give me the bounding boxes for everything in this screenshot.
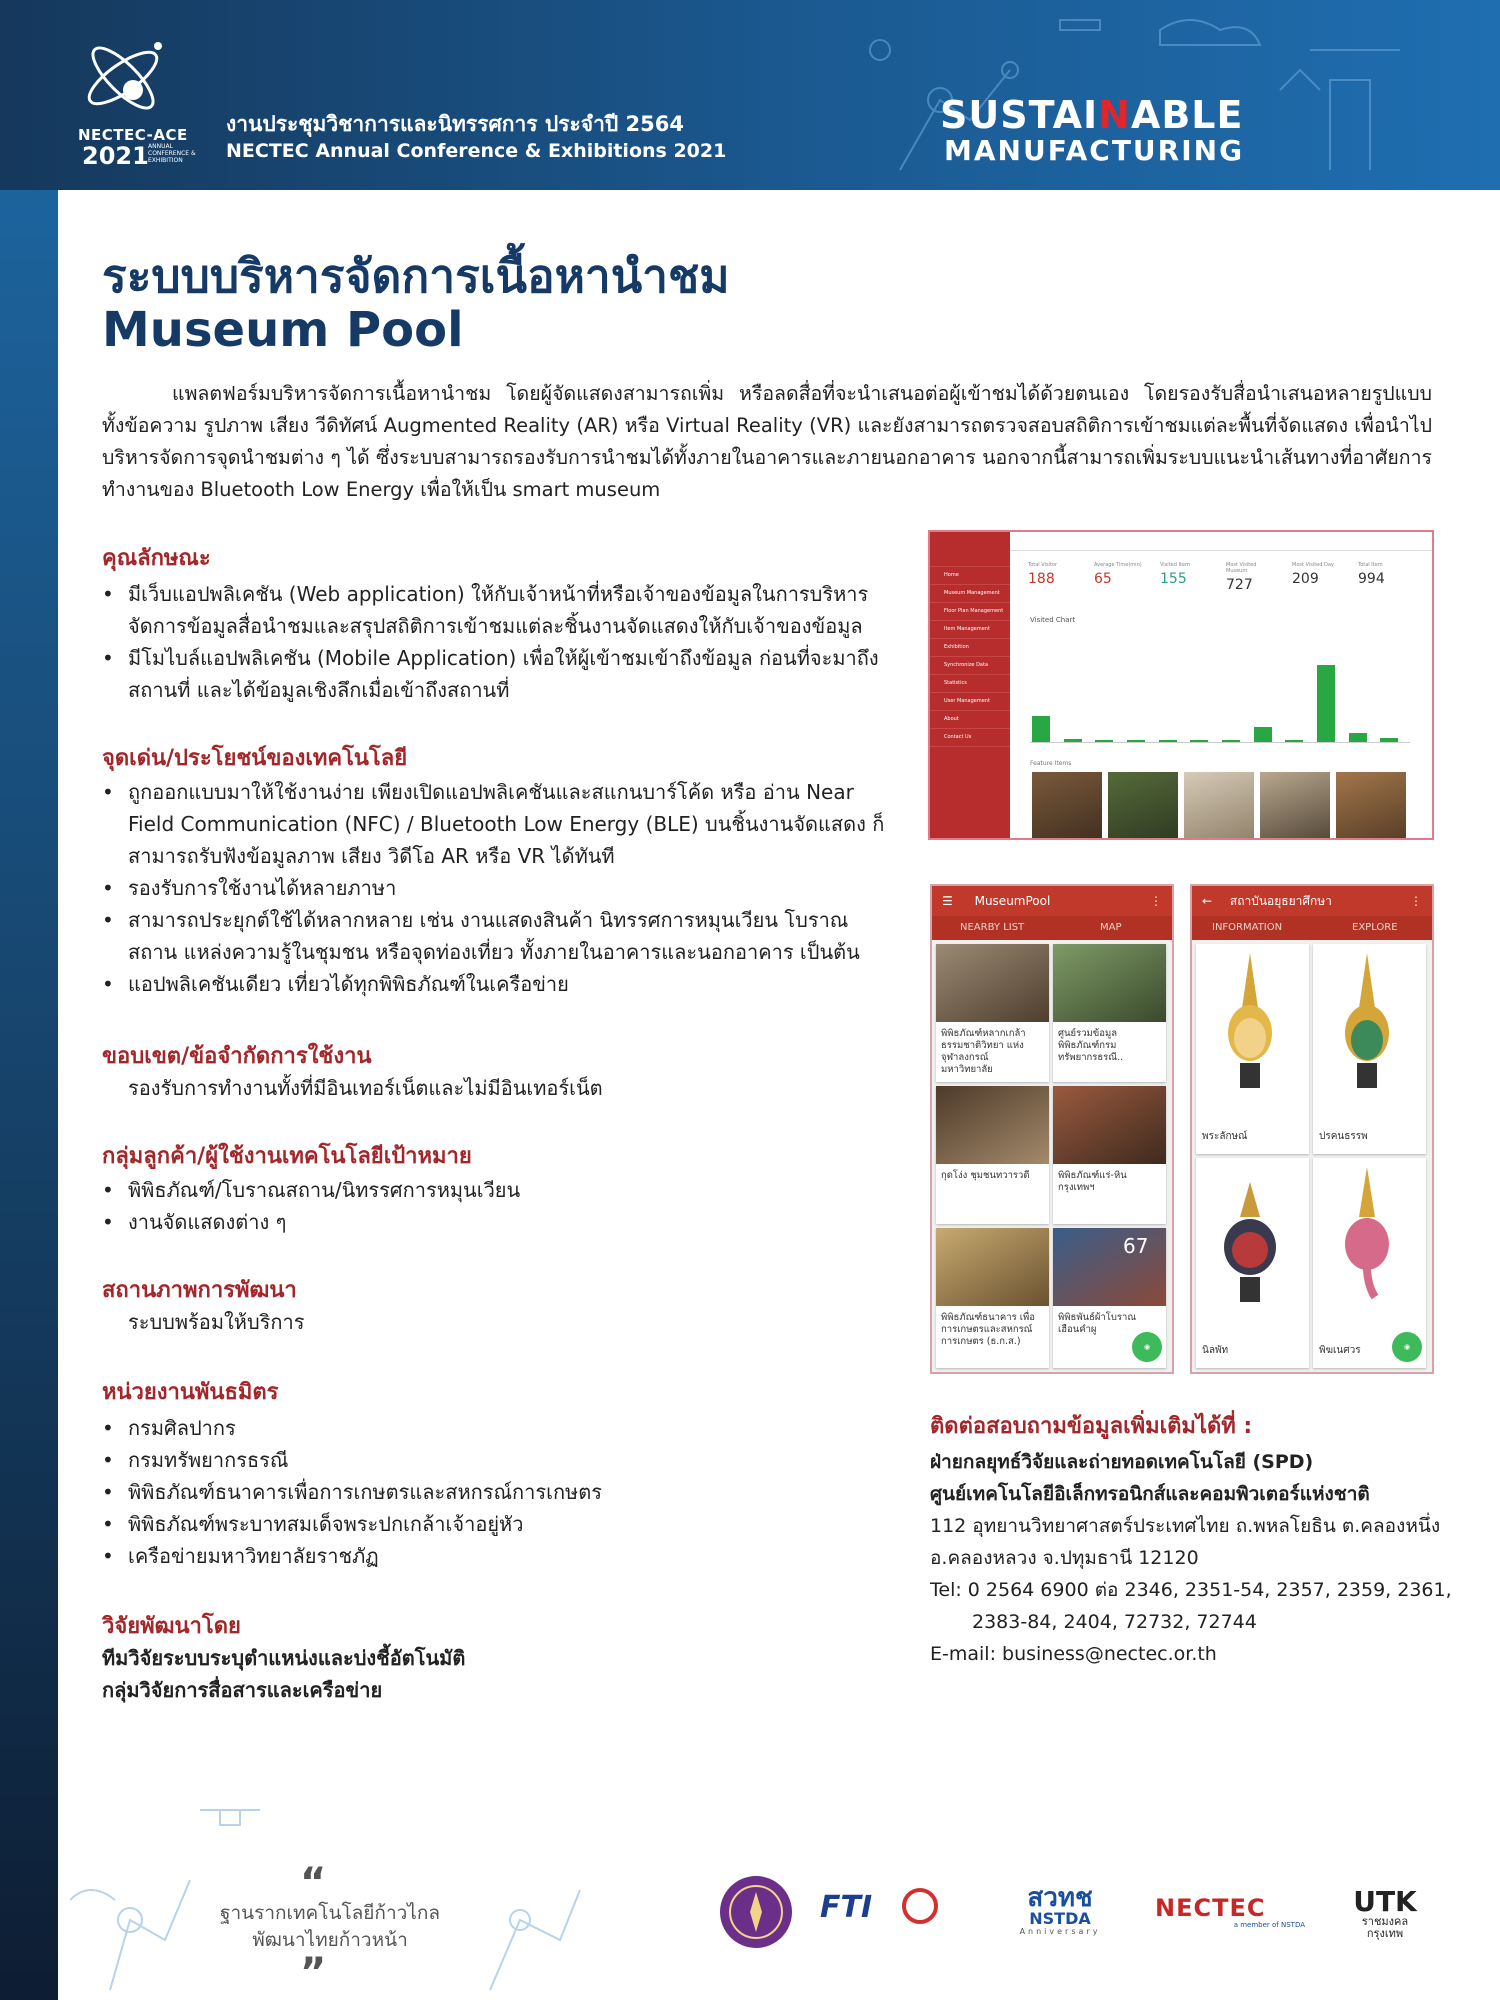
chart-bar (1285, 740, 1303, 742)
list-item: • พิพิธภัณฑ์พระบาทสมเด็จพระปกเกล้าเจ้าอยู่หัว (102, 1508, 802, 1540)
list-item: • พิพิธภัณฑ์ธนาคารเพื่อการเกษตรและสหกรณ์การเกษตร (102, 1476, 802, 1508)
contact-address-1: 112 อุทยานวิทยาศาสตร์ประเทศไทย ถ.พหลโยธิน ต.คลองหนึ่ง (930, 1515, 1441, 1537)
sidebar-item[interactable]: Museum Management (930, 585, 1010, 603)
item-label: ปรคนธรรพ (1319, 1131, 1368, 1142)
research-heading: วิจัยพัฒนาโดย (102, 1614, 241, 1639)
museum-card[interactable]: 67 พิพิธพันธ์ผ้าโบราณเฮือนคำผู (1053, 1228, 1166, 1368)
slogan-line-2: พัฒนาไทยก้าวหน้า (252, 1929, 408, 1951)
item-label: นิลพัท (1202, 1345, 1229, 1356)
mask-ganesha-image (1317, 1162, 1417, 1312)
dashboard-sidebar (930, 532, 1010, 838)
ministry-seal-logo (716, 1872, 796, 1952)
stat-card: Most Visited Day 209 (1292, 562, 1334, 587)
contact-heading: ติดต่อสอบถามข้อมูลเพิ่มเติมได้ที่ : (930, 1414, 1253, 1439)
card-badge: 67 (1123, 1234, 1149, 1258)
benefits-heading: จุดเด่น/ประโยชน์ของเทคโนโลยี (102, 746, 408, 771)
contact-phone-ext: 2383-84, 2404, 72732, 72744 (972, 1611, 1257, 1633)
stat-card: Total Visitor 188 (1028, 562, 1058, 587)
tab-explore[interactable]: EXPLORE (1352, 922, 1398, 933)
chart-bar (1222, 740, 1240, 742)
footer-slogan (205, 1900, 455, 1954)
scan-fab-icon[interactable]: ◉ (1132, 1332, 1162, 1362)
status-text: ระบบพร้อมให้บริการ (128, 1310, 305, 1334)
list-item: • รองรับการใช้งานได้หลายภาษา (102, 872, 892, 904)
web-dashboard-screenshot (928, 530, 1434, 840)
tab-nearby-list[interactable]: NEARBY LIST (960, 922, 1025, 933)
chart-bar (1064, 739, 1082, 742)
theme-subtitle: MANUFACTURING (944, 134, 1245, 167)
open-quote-icon: “ (300, 1860, 327, 1906)
chart-bar (1190, 740, 1208, 742)
page-title-thai: ระบบบริหารจัดการเนื้อหานำชม (102, 249, 730, 303)
feature-thumbnail (1184, 772, 1254, 840)
list-item: • แอปพลิเคชันเดียว เที่ยวได้ทุกพิพิธภัณฑ์ในเครือข่าย (102, 968, 892, 1000)
item-card[interactable] (1196, 944, 1309, 1154)
app-bar (932, 886, 1172, 916)
visited-chart (1030, 630, 1410, 743)
partners-list (102, 1412, 802, 1572)
museum-card[interactable]: พิพิธภัณฑ์หลากเกล้า ธรรมชาติวิทยา แห่งจุฬาลงกรณ์มหาวิทยาลัย (936, 944, 1049, 1082)
chart-title: Visited Chart (1030, 616, 1076, 624)
target-list (102, 1174, 802, 1238)
stat-card: Most Visited Museum 727 (1226, 562, 1257, 593)
theme-part-a: SUSTAI (940, 93, 1099, 137)
status-heading: สถานภาพการพัฒนา (102, 1278, 297, 1303)
atom-logo-icon (78, 28, 168, 123)
mask-golden-image (1200, 948, 1300, 1098)
museum-card[interactable]: กุดโง่ง ชุมชนทวารวดี (936, 1086, 1049, 1224)
footer-factory-illustration (70, 1790, 630, 2000)
sidebar-item[interactable]: User Management (930, 693, 1010, 711)
utk-logo: UTK ราชมงคล กรุงเทพ (1353, 1885, 1417, 1940)
tab-map[interactable]: MAP (1100, 922, 1122, 933)
chart-bar (1349, 733, 1367, 742)
logo-year: 2021 (82, 142, 149, 170)
sidebar-item[interactable]: Floor Plan Management (930, 603, 1010, 621)
app-title: สถาบันอยุธยาศึกษา (1229, 894, 1332, 908)
contact-phone: Tel: 0 2564 6900 ต่อ 2346, 2351-54, 2357, 2359, 2361, (930, 1579, 1452, 1601)
chart-bar (1159, 740, 1177, 742)
list-item: • สามารถประยุกต์ใช้ได้หลากหลาย เช่น งานแสดงสินค้า นิทรรศการหมุนเวียน โบราณสถาน แหล่งความรู้ในชุมชน หรือจุดท่องเที่ยว ทั้งภายในอาคารและนอกอาคาร เป็นต้น (102, 904, 892, 968)
item-card[interactable] (1196, 1158, 1309, 1368)
nstda-logo: สวทช NSTDA Anniversary (1019, 1883, 1101, 1936)
back-arrow-icon[interactable]: ← (1202, 894, 1213, 908)
sidebar-item[interactable]: Statistics (930, 675, 1010, 693)
museum-card[interactable]: ศูนย์รวมข้อมูลพิพิธภัณฑ์กรมทรัพยากรธรณี.. (1053, 944, 1166, 1082)
mobile-app-nearby-screenshot (930, 884, 1174, 1374)
theme-part-c: ABLE (1130, 93, 1244, 137)
scan-fab-icon[interactable]: ◉ (1392, 1332, 1422, 1362)
chart-bar (1032, 716, 1050, 742)
theme-part-b: N (1098, 93, 1131, 137)
item-label: พิฆเนศวร (1319, 1345, 1361, 1356)
theme-title (940, 93, 1244, 137)
chart-bar (1317, 665, 1335, 742)
sidebar-item[interactable]: Exhibition (930, 639, 1010, 657)
chart-bar (1095, 740, 1113, 742)
sidebar-item[interactable]: Contact Us (930, 729, 1010, 747)
list-item: • เครือข่ายมหาวิทยาลัยราชภัฏ (102, 1540, 802, 1572)
nectec-ace-logo (78, 28, 198, 168)
more-icon[interactable]: ⋮ (1410, 894, 1422, 908)
conference-title-thai: งานประชุมวิชาการและนิทรรศการ ประจำปี 2564 (226, 112, 684, 136)
nectec-logo: NECTEC a member of NSTDA (1155, 1894, 1305, 1929)
features-heading: คุณลักษณะ (102, 546, 211, 571)
museum-card[interactable]: พิพิธภัณฑ์แร่-หิน กรุงเทพฯ (1053, 1086, 1166, 1224)
stat-card: Visited Item 155 (1160, 562, 1190, 587)
chart-bar (1254, 727, 1272, 742)
partners-heading: หน่วยงานพันธมิตร (102, 1380, 279, 1405)
item-label: พระลักษณ์ (1202, 1131, 1248, 1142)
app-bar (1192, 886, 1432, 916)
app-tabs (932, 916, 1172, 940)
feature-items-label: Feature Items (1030, 760, 1072, 767)
list-item: • กรมศิลปากร (102, 1412, 802, 1444)
target-heading: กลุ่มลูกค้า/ผู้ใช้งานเทคโนโลยีเป้าหมาย (102, 1144, 472, 1169)
sidebar-item[interactable]: Home (930, 567, 1010, 585)
more-icon[interactable]: ⋮ (1150, 894, 1162, 908)
close-quote-icon: ” (300, 1950, 327, 1996)
tab-information[interactable]: INFORMATION (1212, 922, 1283, 933)
mask-demon-image (1200, 1162, 1300, 1312)
list-item: • กรมทรัพยากรธรณี (102, 1444, 802, 1476)
app-title: MuseumPool (974, 894, 1051, 908)
list-item: • มีโมไบล์แอปพลิเคชัน (Mobile Application) เพื่อให้ผู้เข้าชมเข้าถึงข้อมูล ก่อนที่จะมาถึงสถานที่ และได้ข้อมูลเชิงลึกเมื่อเข้าถึงสถานที่ (102, 642, 882, 706)
contact-organization: ศูนย์เทคโนโลยีอิเล็กทรอนิกส์และคอมพิวเตอร์แห่งชาติ (930, 1483, 1370, 1505)
benefits-list (102, 776, 892, 1000)
limits-heading: ขอบเขต/ข้อจำกัดการใช้งาน (102, 1044, 372, 1069)
logo-subtitle: ANNUAL CONFERENCE & EXHIBITION (148, 143, 196, 164)
conference-title-english: NECTEC Annual Conference & Exhibitions 2021 (226, 140, 727, 162)
stat-card: Average Time(min) 65 (1094, 562, 1142, 587)
list-item: • งานจัดแสดงต่าง ๆ (102, 1206, 802, 1238)
mobile-app-items-screenshot (1190, 884, 1434, 1374)
museum-card[interactable]: พิพิธภัณฑ์ธนาคาร เพื่อการเกษตรและสหกรณ์การเกษตร (ธ.ก.ส.) (936, 1228, 1049, 1368)
contact-address-2: อ.คลองหลวง จ.ปทุมธานี 12120 (930, 1547, 1199, 1569)
left-sidebar-band (0, 0, 58, 2000)
page-title-english: Museum Pool (102, 302, 464, 358)
sidebar-item[interactable]: Synchronize Data (930, 657, 1010, 675)
slogan-line-1: ฐานรากเทคโนโลยีก้าวไกล (220, 1902, 440, 1924)
stat-card: Total Item 994 (1358, 562, 1385, 587)
contact-department: ฝ่ายกลยุทธ์วิจัยและถ่ายทอดเทคโนโลยี (SPD) (930, 1451, 1314, 1473)
limits-text: รองรับการทำงานทั้งที่มีอินเทอร์เน็ตและไม่มีอินเทอร์เน็ต (128, 1076, 603, 1100)
list-item: • มีเว็บแอปพลิเคชัน (Web application) ให้กับเจ้าหน้าที่หรือเจ้าของข้อมูลในการบริหารจัดการข้อมูลสื่อนำชมและสรุปสถิติการเข้าชมแต่ละชิ้นงานจัดแสดงให้กับเจ้าของข้อมูล (102, 578, 882, 642)
app-tabs (1192, 916, 1432, 940)
research-group: กลุ่มวิจัยการสื่อสารและเครือข่าย (102, 1678, 383, 1702)
chart-bar (1380, 738, 1398, 742)
item-card[interactable] (1313, 944, 1426, 1154)
header-banner (0, 0, 1500, 190)
fti-logo: FTI (820, 1890, 960, 1960)
intro-paragraph: แพลตฟอร์มบริหารจัดการเนื้อหานำชม โดยผู้จัดแสดงสามารถเพิ่ม หรือลดสื่อที่จะนำเสนอต่อผู้เข้าชมได้ด้วยตนเอง โดยรองรับสื่อนำเสนอหลายรูปแบบ ทั้งข้อความ รูปภาพ เสียง วีดิทัศน์ Augmented Reality (AR) หรือ Virtual Reality (VR) และยังสามารถตรวจสอบสถิติการเข้าชมแต่ละพื้นที่จัดแสดง เพื่อนำไปบริหารจัดการจุดนำชมต่าง ๆ ได้ ซึ่งระบบสามารถรองรับการนำชมได้ทั้งภายในอาคารและภายนอกอาคาร นอกจากนี้สามารถเพิ่มระบบแนะนำเส้นทางที่อาศัยการทำงานของ Bluetooth Low Energy เพื่อให้เป็น smart museum (102, 382, 1432, 501)
features-list (102, 578, 882, 706)
list-item: • พิพิธภัณฑ์/โบราณสถาน/นิทรรศการหมุนเวียน (102, 1174, 802, 1206)
research-team: ทีมวิจัยระบบระบุตำแหน่งและบ่งชี้อัตโนมัติ (102, 1646, 466, 1670)
dashboard-topbar (1010, 532, 1432, 551)
contact-email[interactable]: E-mail: business@nectec.or.th (930, 1643, 1217, 1665)
chart-bar (1127, 740, 1145, 742)
list-item: • ถูกออกแบบมาให้ใช้งานง่าย เพียงเปิดแอปพลิเคชันและสแกนบาร์โค้ด หรือ อ่าน Near Field Communication (NFC) / Bluetooth Low Energy (BLE) บนชิ้นงานจัดแสดง ก็สามารถรับฟังข้อมูลภาพ เสียง วิดีโอ AR หรือ VR ได้ทันที (102, 776, 892, 872)
dashboard-profile (930, 532, 1010, 567)
feature-thumbnail (1260, 772, 1330, 840)
feature-thumbnail (1032, 772, 1102, 840)
sidebar-item[interactable]: About (930, 711, 1010, 729)
mask-green-image (1317, 948, 1417, 1098)
sidebar-item[interactable]: Item Management (930, 621, 1010, 639)
menu-icon[interactable]: ☰ (942, 894, 953, 908)
logo-name: NECTEC-ACE (78, 126, 188, 144)
feature-thumbnail (1108, 772, 1178, 840)
feature-thumbnail (1336, 772, 1406, 840)
